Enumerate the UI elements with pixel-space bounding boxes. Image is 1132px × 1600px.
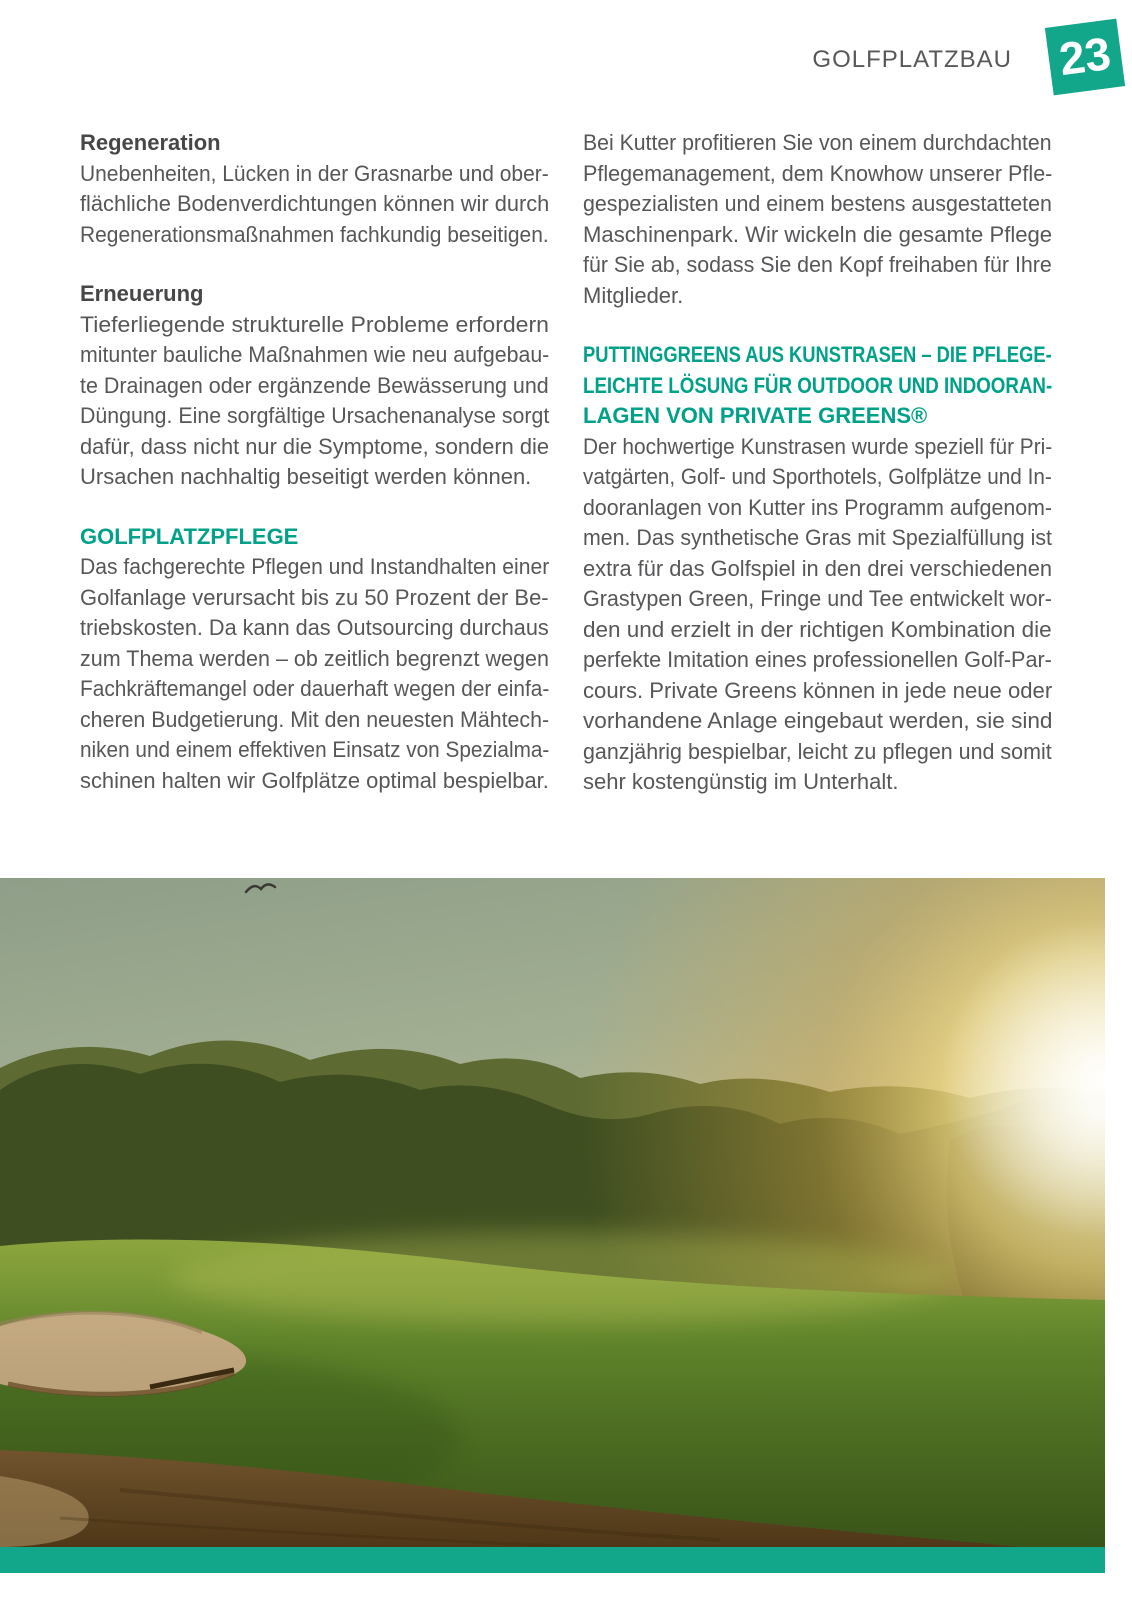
text-line: cours. Private Greens können in jede neue oder (583, 677, 1053, 703)
text-line: Mitglieder. (583, 282, 684, 308)
text-line: dooranlagen von Kutter ins Programm aufgenom- (583, 494, 1053, 520)
footer-accent-bar (0, 1547, 1105, 1573)
text-line: cheren Budgetierung. Mit den neuesten Mähtech- (80, 706, 550, 732)
subheading: Regeneration (80, 130, 221, 155)
text-line: perfekte Imitation eines professionellen Golf-Par- (583, 647, 1052, 672)
text-line: dafür, dass nicht nur die Symptome, sondern die (80, 433, 550, 459)
text-line: Fachkräftemangel oder dauerhaft wegen der einfa- (80, 676, 550, 701)
text-line: Unebenheiten, Lücken in der Grasnarbe und ober- (80, 160, 549, 186)
text-line: flächliche Bodenverdichtungen können wir durch (80, 191, 550, 216)
page-number: 23 (1056, 26, 1114, 86)
text-line: gespezialisten und einem bestens ausgestatteten (583, 191, 1052, 216)
text-line: men. Das synthetische Gras mit Spezialfüllung ist (583, 525, 1052, 550)
right-column (583, 128, 1052, 798)
text-line: Tieferliegende strukturelle Probleme erfordern (80, 311, 549, 337)
section-title: GOLFPLATZBAU (812, 46, 1012, 73)
text-line: triebskosten. Da kann das Outsourcing durchaus (80, 615, 549, 640)
text-line: Regenerationsmaßnahmen fachkundig beseitigen. (80, 221, 549, 247)
text-line: sehr kostengünstig im Unterhalt. (583, 769, 899, 794)
text-line: für Sie ab, sodass Sie den Kopf freihaben für Ihre (583, 252, 1052, 277)
golf-course-photo (0, 878, 1105, 1547)
text-line: vorhandene Anlage eingebaut werden, sie sind (583, 708, 1053, 733)
text-line: den und erzielt in der richtigen Kombination die (583, 616, 1052, 642)
text-line: te Drainagen oder ergänzende Bewässerung und (80, 372, 549, 398)
body-paragraph (80, 310, 549, 493)
text-line: Bei Kutter profitieren Sie von einem durchdachten (583, 130, 1052, 155)
body-paragraph (80, 159, 549, 251)
body-paragraph (583, 128, 1052, 311)
text-line: PUTTINGGREENS AUS KUNSTRASEN – DIE PFLEGE- (583, 342, 1052, 367)
section-heading (583, 340, 1052, 432)
text-line: Das fachgerechte Pflegen und Instandhalten einer (80, 554, 550, 579)
text-line: niken und einem effektiven Einsatz von Spezialma- (80, 737, 550, 762)
text-line: ganzjährig bespielbar, leicht zu pflegen und somit (583, 738, 1052, 764)
text-line: Düngung. Eine sorgfältige Ursachenanalyse sorgt (80, 403, 550, 428)
text-line: extra für das Golfspiel in den drei verschiedenen (583, 555, 1053, 581)
body-paragraph (80, 552, 549, 796)
left-column (80, 128, 549, 798)
text-line: vatgärten, Golf- und Sporthotels, Golfplätze und In- (583, 464, 1052, 489)
text-line: Pflegemanagement, dem Knowhow unserer Pfle- (583, 160, 1053, 186)
text-line: LEICHTE LÖSUNG FÜR OUTDOOR UND INDOORAN- (583, 372, 1053, 398)
subheading: Erneuerung (80, 281, 204, 306)
text-line: Golfanlage verursacht bis zu 50 Prozent der Be- (80, 584, 549, 610)
body-paragraph (583, 432, 1052, 798)
text-line: zum Thema werden – ob zeitlich begrenzt wegen (80, 645, 549, 671)
text-line: Maschinenpark. Wir wickeln die gesamte Pflege (583, 221, 1053, 247)
text-line: Der hochwertige Kunstrasen wurde speziell für Pri- (583, 433, 1053, 459)
text-line: LAGEN VON PRIVATE GREENS® (583, 403, 928, 428)
text-line: Grastypen Green, Fringe und Tee entwickelt wor- (583, 586, 1052, 611)
page-number-badge (1045, 19, 1125, 96)
text-line: Ursachen nachhaltig beseitigt werden können. (80, 464, 532, 489)
article-body (80, 128, 1052, 798)
text-line: GOLFPLATZPFLEGE (80, 523, 299, 549)
text-line: schinen halten wir Golfplätze optimal bespielbar. (80, 767, 549, 793)
text-line: mitunter bauliche Maßnahmen wie neu aufgebau- (80, 342, 550, 367)
vignette-overlay (0, 878, 1105, 1547)
section-heading (80, 522, 549, 553)
